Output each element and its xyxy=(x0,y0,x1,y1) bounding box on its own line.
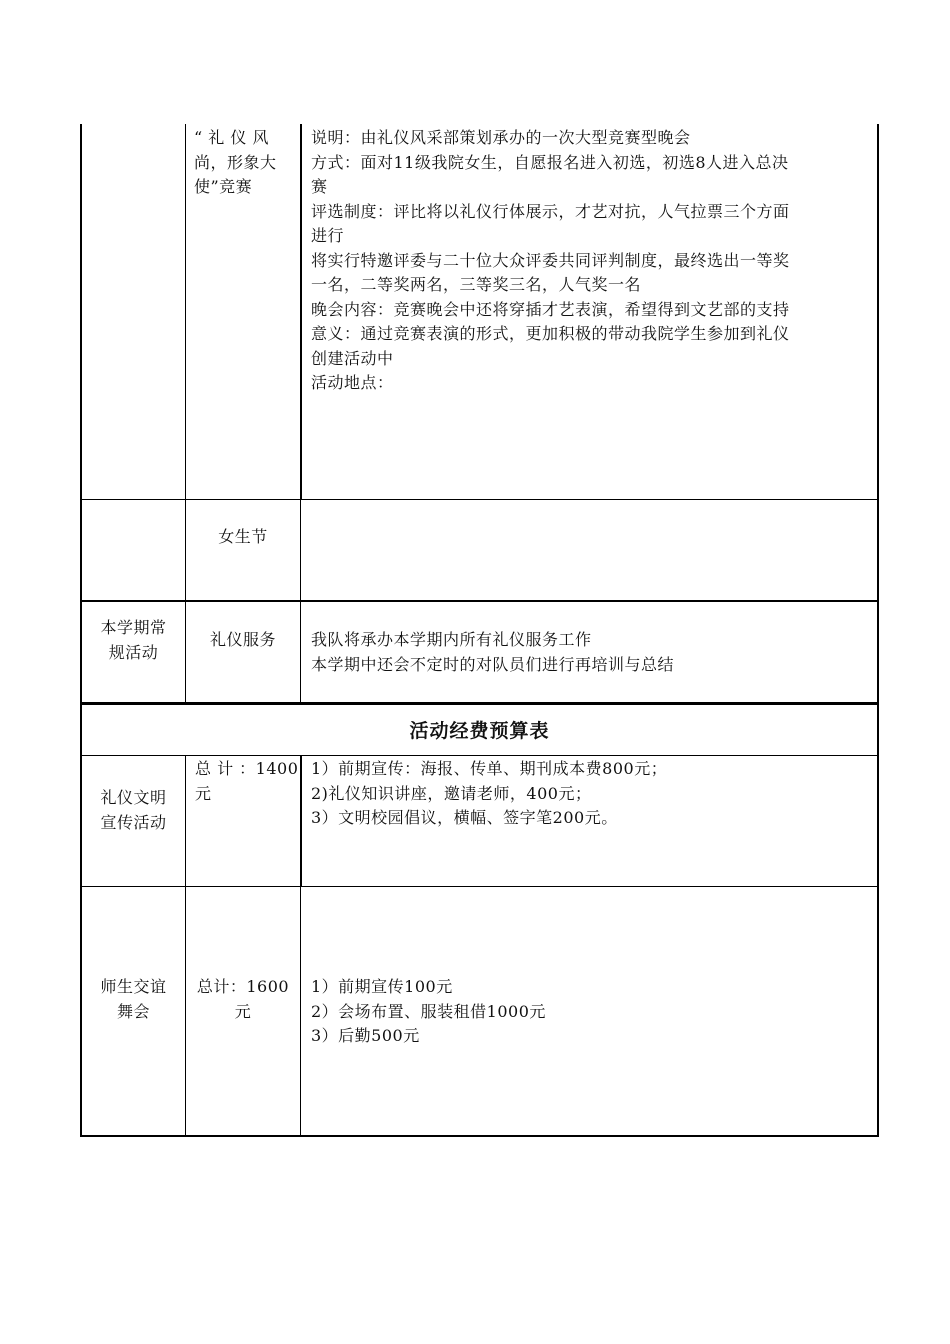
detail-line: 我队将承办本学期内所有礼仪服务工作 xyxy=(311,630,592,649)
event-details-cell xyxy=(311,628,876,677)
activity-line: 舞会 xyxy=(116,1001,150,1021)
budget-total-cell xyxy=(195,757,298,806)
category-line: 规活动 xyxy=(108,642,159,662)
budget-items-cell xyxy=(311,975,876,1049)
budget-items-cell xyxy=(311,757,876,831)
event-name: 礼仪服务 xyxy=(209,630,276,649)
activity-line: 礼仪文明 xyxy=(100,788,167,807)
column-divider xyxy=(185,756,186,1137)
detail-line: 创建活动中 xyxy=(311,348,394,368)
budget-activity-cell xyxy=(82,786,185,835)
activity-line: 师生交谊 xyxy=(100,977,167,996)
row-divider xyxy=(80,886,879,887)
budget-item: 3）后勤500元 xyxy=(311,1026,420,1045)
event-name-cell xyxy=(194,126,298,200)
budget-item: 1）前期宣传：海报、传单、期刊成本费800元； xyxy=(311,759,668,778)
budget-title: 活动经费预算表 xyxy=(409,720,550,742)
total-line: 总 计 ：1400 xyxy=(195,759,299,778)
column-divider xyxy=(300,500,301,702)
detail-line: 说明：由礼仪风采部策划承办的一次大型竞赛型晚会 xyxy=(311,128,691,147)
row-divider xyxy=(80,702,879,705)
column-divider xyxy=(300,887,301,1137)
detail-line: 意义：通过竞赛表演的形式，更加积极的带动我院学生参加到礼仪 xyxy=(311,324,790,343)
row-divider xyxy=(80,755,879,756)
column-divider xyxy=(300,124,302,500)
detail-line: 本学期中还会不定时的对队员们进行再培训与总结 xyxy=(311,654,675,674)
detail-line: 活动地点： xyxy=(311,373,394,392)
budget-item: 2）会场布置、服装租借1000元 xyxy=(311,1001,546,1021)
event-name-line: “ 礼 仪 风 xyxy=(194,128,269,147)
activity-line: 宣传活动 xyxy=(100,812,167,832)
detail-line: 方式：面对11级我院女生，自愿报名进入初选，初选8人进入总决 xyxy=(311,152,789,172)
budget-item: 3）文明校园倡议，横幅、签字笔200元。 xyxy=(311,808,618,827)
total-line: 总计：1600 xyxy=(196,977,290,996)
event-name-cell xyxy=(186,525,300,550)
row-divider xyxy=(80,600,879,602)
detail-line: 进行 xyxy=(311,226,345,245)
row-divider xyxy=(80,499,879,500)
detail-line: 赛 xyxy=(311,177,328,196)
event-name: 女生节 xyxy=(218,527,268,546)
event-details-cell xyxy=(311,126,876,396)
detail-line: 评选制度：评比将以礼仪行体展示，才艺对抗，人气拉票三个方面 xyxy=(311,201,790,221)
detail-line: 将实行特邀评委与二十位大众评委共同评判制度，最终选出一等奖 xyxy=(311,250,790,270)
event-name-line: 尚，形象大 xyxy=(194,152,277,172)
budget-total-cell xyxy=(186,975,300,1024)
budget-item: 2)礼仪知识讲座，邀请老师，400元； xyxy=(311,783,592,803)
category-line: 本学期常 xyxy=(100,618,167,637)
budget-activity-cell xyxy=(82,975,185,1024)
column-divider xyxy=(185,124,186,702)
event-name-cell xyxy=(186,628,300,653)
event-name-line: 使”竞赛 xyxy=(194,177,253,196)
category-cell xyxy=(82,616,185,665)
total-line: 元 xyxy=(195,783,212,803)
detail-line: 一名，二等奖两名，三等奖三名，人气奖一名 xyxy=(311,275,642,294)
detail-line: 晚会内容：竞赛晚会中还将穿插才艺表演，希望得到文艺部的支持 xyxy=(311,299,790,319)
budget-item: 1）前期宣传100元 xyxy=(311,977,453,996)
total-line: 元 xyxy=(234,1001,252,1021)
column-divider xyxy=(300,756,302,887)
